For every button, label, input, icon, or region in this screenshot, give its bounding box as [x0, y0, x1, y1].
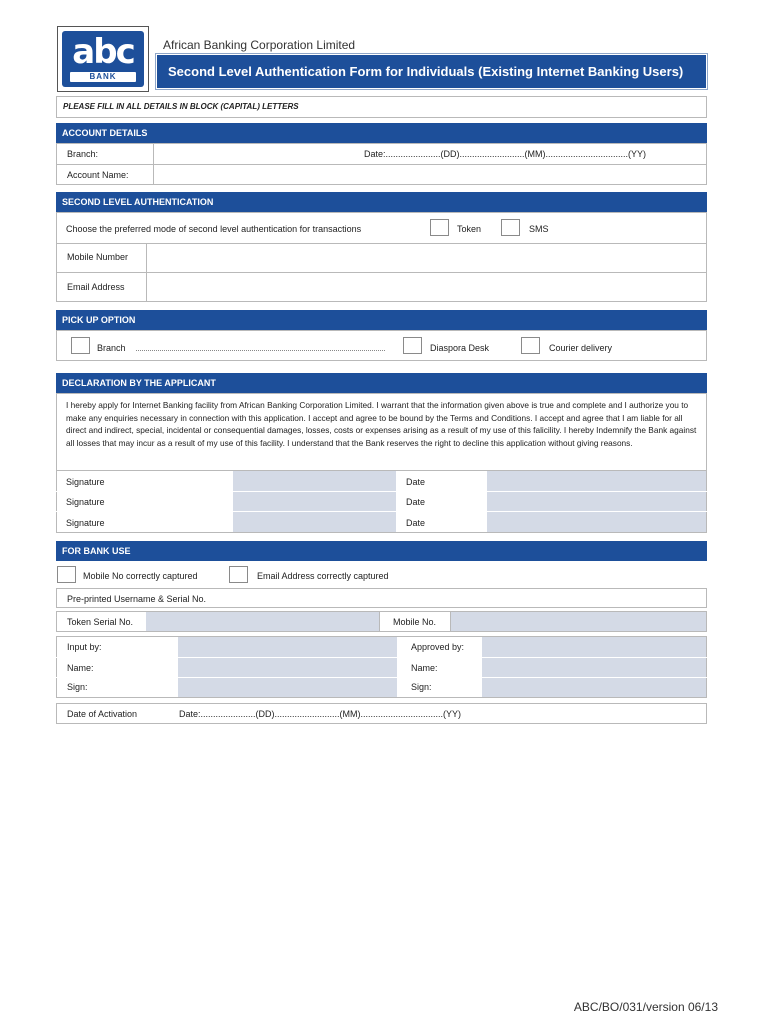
input-sign-label: Sign:: [67, 682, 88, 692]
input-name-label: Name:: [67, 663, 94, 673]
token-checkbox[interactable]: [430, 219, 449, 236]
instruction-box: [56, 96, 707, 118]
mobile-number-label: Mobile Number: [67, 252, 129, 262]
divider: [450, 612, 451, 631]
diaspora-desk-checkbox[interactable]: [403, 337, 422, 354]
diaspora-desk-label: Diaspora Desk: [430, 343, 490, 353]
bank-mobile-no-field[interactable]: [451, 612, 706, 631]
date-label-1: Date: [406, 477, 426, 487]
account-name-field[interactable]: [154, 165, 706, 184]
form-version: ABC/BO/031/version 06/13: [573, 1000, 718, 1014]
approver-sign-field[interactable]: [482, 678, 706, 697]
branch-label: Branch:: [67, 149, 99, 159]
input-sign-field[interactable]: [178, 678, 397, 697]
declaration-heading: DECLARATION BY THE APPLICANT: [56, 373, 707, 393]
token-label: Token: [457, 224, 482, 234]
branch-field[interactable]: [154, 144, 354, 164]
approved-by-label: Approved by:: [411, 642, 465, 652]
courier-delivery-checkbox[interactable]: [521, 337, 540, 354]
signature-label-3: Signature: [66, 518, 105, 528]
account-name-label: Account Name:: [67, 170, 129, 180]
pickup-option-heading: PICK UP OPTION: [56, 310, 707, 330]
form-title: Second Level Authentication Form for Individuals (Existing Internet Banking Users): [157, 55, 706, 88]
courier-delivery-label: Courier delivery: [549, 343, 613, 353]
preprinted-label: Pre-printed Username & Serial No.: [67, 594, 207, 604]
approver-name-field[interactable]: [482, 658, 706, 677]
auth-mode-label: Choose the preferred mode of second level authentication for transactions: [66, 224, 362, 234]
pickup-branch-label: Branch: [97, 343, 126, 353]
account-date-label: Date:......................(DD)..........................(MM).................................(YY): [364, 149, 647, 159]
date-field-3[interactable]: [487, 512, 706, 532]
signature-field-1[interactable]: [233, 471, 396, 491]
date-label-2: Date: [406, 497, 426, 507]
signature-field-3[interactable]: [233, 512, 396, 532]
email-address-field[interactable]: [147, 273, 706, 301]
input-name-field[interactable]: [178, 658, 397, 677]
signature-field-2[interactable]: [233, 492, 396, 511]
declaration-text: I hereby apply for Internet Banking facility from African Banking Corporation Limited. I warrant that the information given above is true and complete and I authorize you to make any enquiries necessary in connection with this application. I accept and agree to be bound by the Terms and Conditions. I accept and agree that I am liable for all direct and indirect, special, incidental or consequential damages, losses, costs or expenses arising as a result of my use of this falicility. I hereby Indemnify the Bank against all losses that may incur as a result of my use of this facility. I understand that the Bank reserves the right to decline this application without giving reasons.: [66, 400, 697, 448]
corporation-name: African Banking Corporation Limited: [163, 38, 356, 52]
mobile-captured-label: Mobile No correctly captured: [83, 571, 198, 581]
activation-date-field[interactable]: Date:......................(DD)..........................(MM).................................(YY): [179, 709, 462, 719]
approver-sign-label: Sign:: [411, 682, 432, 692]
date-field-2[interactable]: [487, 492, 706, 511]
activation-label: Date of Activation: [67, 709, 138, 719]
divider: [379, 612, 380, 631]
signature-label-1: Signature: [66, 477, 105, 487]
sms-checkbox[interactable]: [501, 219, 520, 236]
email-address-label: Email Address: [67, 282, 125, 292]
email-captured-label: Email Address correctly captured: [257, 571, 389, 581]
second-level-auth-heading: SECOND LEVEL AUTHENTICATION: [56, 192, 707, 212]
token-serial-field[interactable]: [146, 612, 379, 631]
input-by-field[interactable]: [178, 637, 397, 657]
signature-label-2: Signature: [66, 497, 105, 507]
bank-logo: [57, 26, 149, 92]
instruction-text: PLEASE FILL IN ALL DETAILS IN BLOCK (CAPITAL) LETTERS: [63, 102, 299, 111]
date-label-3: Date: [406, 518, 426, 528]
account-details-heading: ACCOUNT DETAILS: [56, 123, 707, 143]
bank-use-heading: FOR BANK USE: [56, 541, 707, 561]
mobile-number-field[interactable]: [147, 244, 706, 272]
sms-label: SMS: [529, 224, 549, 234]
logo-letters: abc: [72, 32, 134, 72]
pickup-branch-checkbox[interactable]: [71, 337, 90, 354]
input-by-label: Input by:: [67, 642, 102, 652]
email-captured-checkbox[interactable]: [229, 566, 248, 583]
logo-bank-label: BANK: [70, 72, 136, 82]
approved-by-field[interactable]: [482, 637, 706, 657]
mobile-captured-checkbox[interactable]: [57, 566, 76, 583]
date-field-1[interactable]: [487, 471, 706, 491]
pickup-branch-line[interactable]: [136, 350, 385, 351]
approver-name-label: Name:: [411, 663, 438, 673]
bank-mobile-no-label: Mobile No.: [393, 617, 437, 627]
token-serial-label: Token Serial No.: [67, 617, 134, 627]
